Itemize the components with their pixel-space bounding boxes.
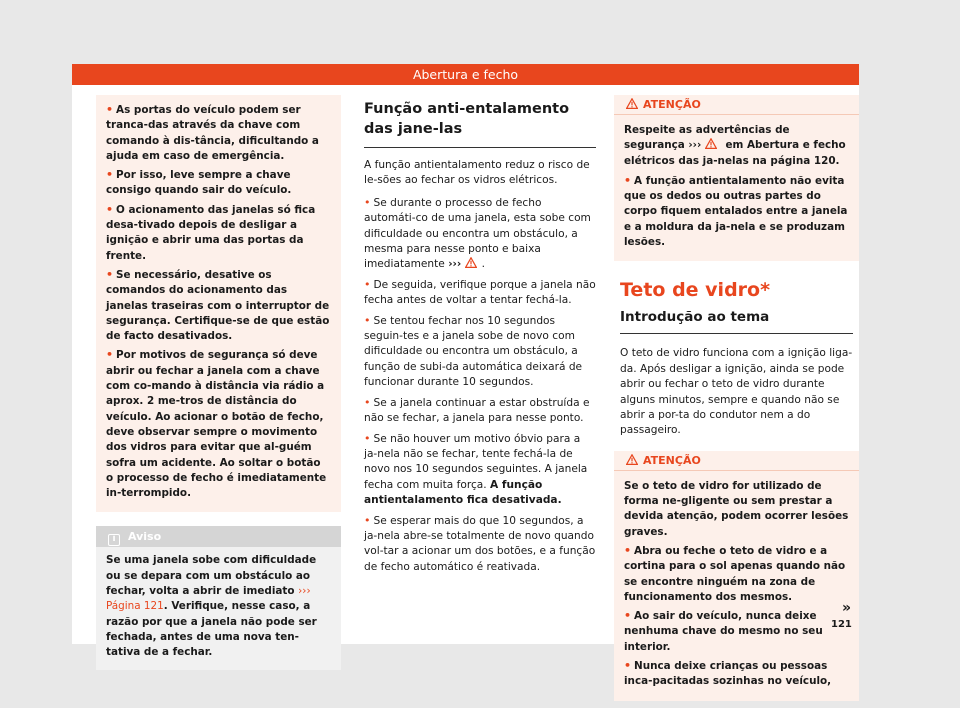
- notice-header: [96, 526, 341, 547]
- list-item: [364, 513, 596, 576]
- warning-text: Se o teto de vidro for utilizado de forma ne-gligente ou sem prestar a devida atenção, podem ocorrer lesões graves.: [624, 479, 849, 538]
- list-item-text: As portas do veículo podem ser tranca-das através da chave com comando à dis-tância, dificultando a ajuda em caso de emergência.: [106, 104, 319, 162]
- page-link[interactable]: ››› Página 121: [106, 585, 311, 613]
- list-item-text: Se tentou fechar nos 10 segundos seguin-tes e a janela sobe de novo com dificuldade ou encontra um obstáculo, a função de subi-da automática deixará de funcionar durante 10 segundos.: [364, 314, 583, 389]
- list-item-text: A função antientalamento não evita que os dedos ou outras partes do corpo fiquem entalados entre a janela e a moldura da ja-nela e se produzam lesões.: [624, 174, 848, 249]
- warning-text: [624, 123, 849, 169]
- list-item-bold-text: A função antientalamento fica desativada.: [364, 478, 562, 507]
- column-left: [96, 95, 341, 670]
- bullet-icon: •: [624, 659, 632, 673]
- warning-header: [614, 451, 859, 471]
- warning-triangle-icon: [705, 138, 717, 149]
- notice-text: [106, 553, 331, 660]
- list-item-text: Se necessário, desative os comandos do acionamento das janelas traseiras com o interruptor de segurança. Certifique-se de que estão de facto desativados.: [106, 268, 330, 343]
- list-item: [106, 102, 331, 164]
- list-item-text: O acionamento das janelas só fica desa-tivado depois de desligar a ignição e abrir uma das portas da frente.: [106, 203, 316, 262]
- bullet-icon: •: [106, 267, 114, 281]
- bullet-icon: •: [364, 277, 371, 291]
- warning-label: ATENÇÃO: [643, 98, 701, 111]
- list-item-text: Se esperar mais do que 10 segundos, a ja-nela abre-se totalmente de novo quando vol-tar a acionar um dos botões, e a função de fecho automático é reativada.: [364, 514, 596, 573]
- bullet-icon: •: [106, 168, 114, 182]
- page-header: Abertura e fecho: [72, 64, 859, 85]
- column-middle: [358, 95, 602, 579]
- list-item-text: Por motivos de segurança só deve abrir ou fechar a janela com a chave com co-mando à distância via rádio a aprox. 2 me-tros de distância do veículo. Ao acionar o botão de fecho, deve observar sempre o movimento dos vidros para evitar que al-guém sofra um acidente. Ao soltar o botão o processo de fecho é imediatamente in-terrompido.: [106, 349, 327, 500]
- warning-triangle-icon: [626, 98, 638, 109]
- notice-label: Aviso: [128, 530, 162, 544]
- list-item: [364, 313, 596, 391]
- list-item: [624, 173, 849, 250]
- warning-label: ATENÇÃO: [643, 453, 701, 467]
- list-item: [364, 431, 596, 509]
- list-item: [624, 543, 849, 605]
- bullet-icon: •: [624, 173, 632, 187]
- function-list: [358, 195, 602, 575]
- warning-ref-link[interactable]: ›››: [448, 258, 462, 271]
- notice-text-start: Se uma janela sobe com dificuldade ou se depara com um obstáculo ao fechar, volta a abrir de imediato: [106, 554, 317, 598]
- bullet-icon: •: [624, 544, 632, 557]
- intro-text: A função antientalamento reduz o risco de le-sões ao fechar os vidros elétricos.: [364, 159, 590, 187]
- list-item: [624, 658, 849, 690]
- bullet-icon: •: [364, 395, 371, 409]
- bullet-icon: •: [106, 202, 114, 216]
- warning-body: [614, 471, 859, 701]
- bullet-icon: •: [364, 513, 371, 527]
- warning-box: [614, 95, 859, 261]
- list-item-text: Se durante o processo de fecho automáti-co de uma janela, esta sobe com dificuldade ou encontra um obstáculo, a mesma para nesse ponto e baixa imediatamente: [364, 196, 591, 271]
- section-title: Introdução ao tema: [620, 309, 853, 334]
- continue-marker: »: [842, 600, 852, 616]
- warning-box: [614, 451, 859, 701]
- warning-list: [624, 173, 849, 250]
- notice-box: [96, 526, 341, 669]
- warning-triangle-icon: [465, 257, 477, 268]
- warning-text-end: em Abertura e fecho elétricos das ja-nelas na página 120.: [624, 139, 846, 167]
- list-item: [364, 277, 596, 309]
- bullet-icon: •: [106, 103, 114, 116]
- list-item: [364, 395, 596, 427]
- list-item: [106, 267, 331, 344]
- list-item-text: Se a janela continuar a estar obstruída e não se fechar, a janela para nesse ponto.: [364, 396, 590, 425]
- list-item-text: Ao sair do veículo, nunca deixe nenhuma chave do mesmo no seu interior.: [624, 610, 823, 653]
- list-item-text: De seguida, verifique porque a janela não fecha antes de voltar a tentar fechá-la.: [364, 278, 596, 307]
- warning-body: [614, 115, 859, 261]
- intro-paragraph: O teto de vidro funciona com a ignição liga-da. Após desligar a ignição, ainda se pode abrir ou fechar o teto de vidro durante alguns minutos, sempre e quando não se abrir a por-ta do condutor nem a do passageiro.: [620, 347, 853, 437]
- info-icon: i: [108, 534, 120, 546]
- bullet-icon: •: [364, 313, 371, 327]
- bullet-icon: •: [364, 195, 371, 209]
- list-item: [106, 347, 331, 501]
- warning-list: [624, 543, 852, 690]
- safety-box: [96, 95, 341, 512]
- list-item-text: Se não houver um motivo óbvio para a ja-nela não se fechar, tente fechá-la de novo nos 10 segundos seguintes. A janela fecha com muita força.: [364, 432, 588, 491]
- warning-ref-link[interactable]: ›››: [688, 139, 702, 152]
- list-item: • Se durante o processo de fecho automáti-co de uma janela, esta sobe com dificuldade ou encontra um obstáculo, a mesma para nesse ponto e baixa imediatamente ››› .: [364, 195, 591, 271]
- bullet-icon: •: [624, 609, 632, 623]
- bullet-icon: •: [364, 431, 371, 445]
- safety-list: [106, 102, 331, 501]
- warning-text-start: Respeite as advertências de segurança: [624, 124, 790, 152]
- section-title: Função anti-entalamento das jane-las: [364, 99, 596, 148]
- notice-text-end: . Verifique, nesse caso, a razão por que a janela não pode ser fechada, antes de uma nova ten-tativa de a fechar.: [106, 600, 317, 659]
- bullet-icon: •: [106, 348, 114, 362]
- warning-triangle-icon: [626, 454, 638, 465]
- column-right: [614, 95, 859, 701]
- warning-header: [614, 95, 859, 115]
- notice-body: [96, 547, 341, 660]
- chapter-title: Teto de vidro*: [620, 279, 771, 302]
- page-number: 121: [831, 619, 852, 630]
- list-item: [106, 202, 331, 264]
- list-item: [106, 167, 331, 199]
- list-item-text: Nunca deixe crianças ou pessoas inca-pacitadas sozinhas no veículo,: [624, 660, 832, 688]
- list-item-text: Abra ou feche o teto de vidro e a cortina para o sol apenas quando não se encontre ninguém na zona de funcionamento dos mesmos.: [624, 545, 846, 603]
- list-item-text: Por isso, leve sempre a chave consigo quando sair do veículo.: [106, 169, 292, 197]
- list-item: [624, 608, 849, 655]
